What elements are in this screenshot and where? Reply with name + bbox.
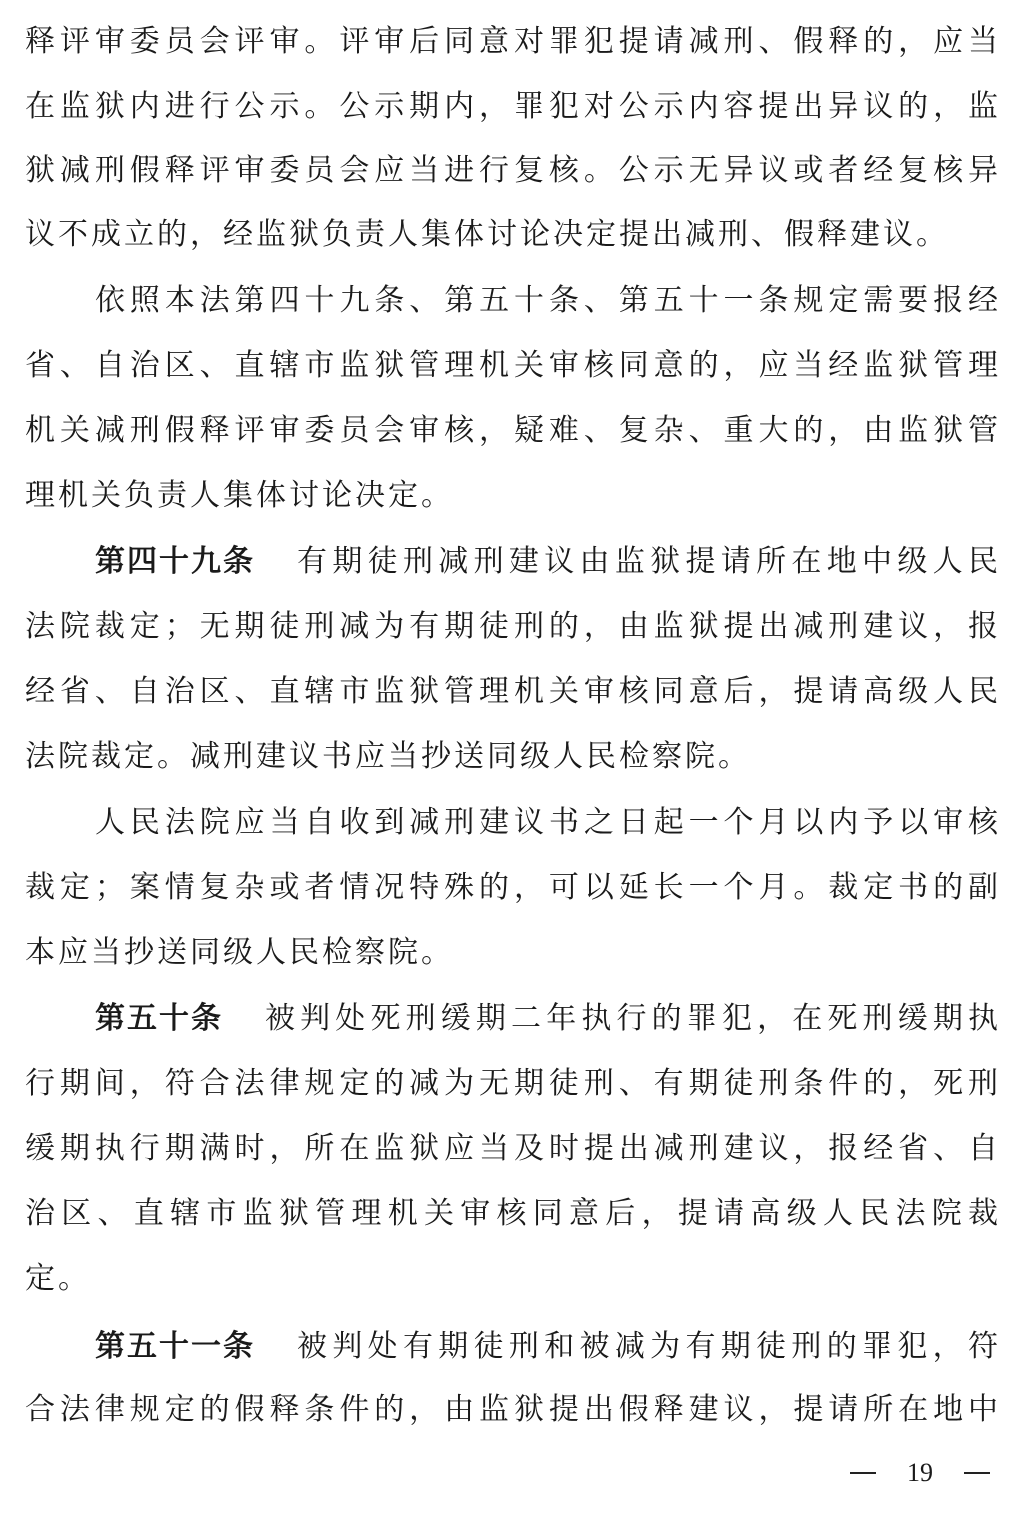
article-title: 第五十一条 (95, 1329, 255, 1364)
article-text: 有期徒刑减刑建议由监狱提请所在地中级人民 (297, 544, 1001, 579)
text-line: 合法律规定的假释条件的，由监狱提出假释建议，提请所在地中 (25, 1392, 1001, 1427)
text-line: 在监狱内进行公示。公示期内，罪犯对公示内容提出异议的，监 (25, 89, 1001, 124)
dash-left (850, 1472, 876, 1474)
text-line: 机关减刑假释评审委员会审核，疑难、复杂、重大的，由监狱管 (25, 413, 1001, 448)
text-line: 行期间，符合法律规定的减为无期徒刑、有期徒刑条件的，死刑 (25, 1066, 1001, 1101)
text-line: 理机关负责人集体讨论决定。 (25, 478, 454, 513)
dash-right (964, 1472, 990, 1474)
text-line: 法院裁定；无期徒刑减为有期徒刑的，由监狱提出减刑建议，报 (25, 609, 1001, 644)
text-line: 裁定；案情复杂或者情况特殊的，可以延长一个月。裁定书的副 (25, 870, 1001, 905)
text-line: 省、自治区、直辖市监狱管理机关审核同意的，应当经监狱管理 (25, 348, 1001, 383)
page-footer (850, 1458, 990, 1488)
text-line (95, 999, 1001, 1039)
text-line (95, 542, 1001, 582)
text-line: 缓期执行期满时，所在监狱应当及时提出减刑建议，报经省、自 (25, 1131, 1001, 1166)
text-line: 定。 (25, 1261, 91, 1296)
text-line: 经省、自治区、直辖市监狱管理机关审核同意后，提请高级人民 (25, 674, 1001, 709)
text-line: 人民法院应当自收到减刑建议书之日起一个月以内予以审核 (95, 805, 1001, 840)
article-title: 第四十九条 (95, 544, 255, 579)
article-title: 第五十条 (95, 1001, 223, 1036)
text-line: 法院裁定。减刑建议书应当抄送同级人民检察院。 (25, 739, 751, 774)
text-line: 释评审委员会评审。评审后同意对罪犯提请减刑、假释的，应当 (25, 24, 1001, 59)
article-text: 被判处有期徒刑和被减为有期徒刑的罪犯，符 (297, 1329, 1001, 1364)
text-line: 本应当抄送同级人民检察院。 (25, 935, 454, 970)
text-line (95, 1327, 1001, 1367)
text-line: 治区、直辖市监狱管理机关审核同意后，提请高级人民法院裁 (25, 1196, 1001, 1231)
text-line: 依照本法第四十九条、第五十条、第五十一条规定需要报经 (95, 283, 1001, 318)
text-line: 狱减刑假释评审委员会应当进行复核。公示无异议或者经复核异 (25, 153, 1001, 188)
text-line: 议不成立的，经监狱负责人集体讨论决定提出减刑、假释建议。 (25, 217, 949, 252)
article-text: 被判处死刑缓期二年执行的罪犯，在死刑缓期执 (265, 1001, 1001, 1036)
page-number: 19 (907, 1458, 933, 1487)
